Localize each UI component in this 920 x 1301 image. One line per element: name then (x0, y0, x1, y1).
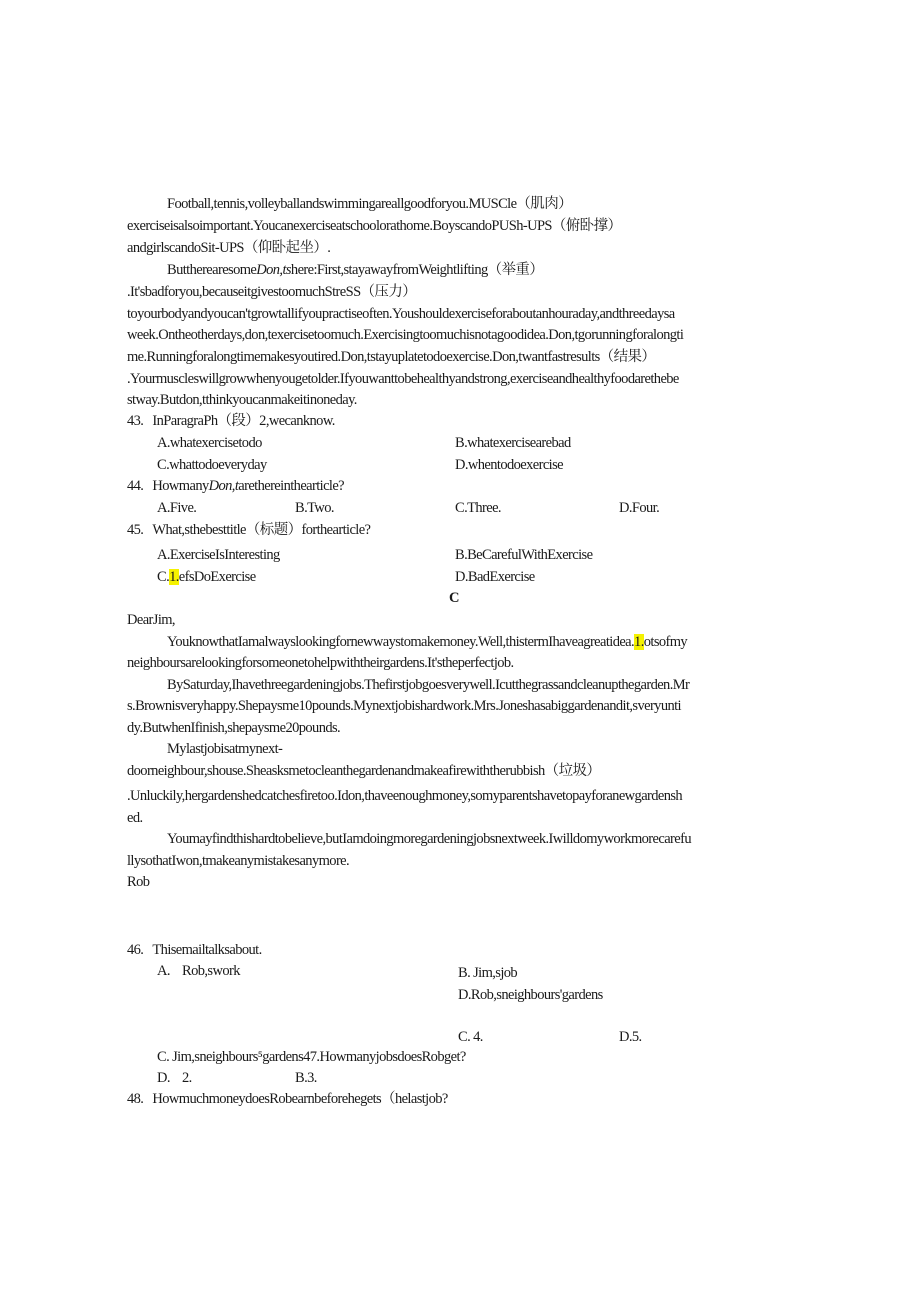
letter-greeting: DearJim, (127, 612, 175, 628)
q47-option-d[interactable]: D.5. (619, 1029, 642, 1045)
q47-d-label: D. (157, 1070, 170, 1086)
passage-line-8: me.Runningforalongtimemakesyoutired.Don,tstayuplatetodoexercise.Don,twantfastresults（结果） (127, 349, 656, 365)
q46-stem: Thisemailtalksabout. (152, 942, 262, 958)
p1-pre: YouknowthatIamalwayslookingfornewwaystomakemoney.Well,thistermIhaveagreatidea. (167, 634, 635, 650)
q44-stem-post: aretherein (238, 478, 291, 494)
q44-option-d[interactable]: D.Four. (619, 500, 660, 516)
letter-p4-line2: llysothatIwon,tmakeanymistakesanymore. (127, 853, 350, 869)
q43-option-c[interactable]: C.whattodoeveryday (157, 457, 267, 473)
letter-p3-line3: .Unluckily,hergardenshedcatchesfiretoo.Idon,thaveenoughmoney,somyparentshavetopayforanewgardensh (127, 788, 683, 804)
passage-line-3: andgirlscandoSit-UPS（仰卧起坐）. (127, 240, 331, 256)
q46-a-text: Rob,swork (182, 963, 240, 979)
q45-option-b[interactable]: B.BeCarefulWithExercise (455, 547, 593, 563)
passage-line-4 (167, 260, 543, 280)
q45-option-c[interactable] (157, 567, 256, 587)
q47-option-d-row[interactable] (157, 1068, 192, 1088)
q44-stem-pre: Howmany (152, 478, 209, 494)
letter-p3-line1: Mylastjobisatmynext- (167, 741, 283, 757)
question-46 (127, 940, 262, 960)
dont-pre: Buttherearesome (167, 262, 257, 278)
letter-p2-line2: s.Brownisveryhappy.Shepaysme10pounds.Mynextjobishardwork.Mrs.Joneshasabiggardenandit,sveryunti (127, 698, 681, 714)
question-44 (127, 476, 344, 496)
question-45 (127, 520, 370, 540)
letter-p2-line1: BySaturday,Ihavethreegardeningjobs.Thefirstjobgoesverywell.Icutthegrassandcleanupthegarden.Mr (167, 677, 690, 693)
letter-p1-line2: neighboursarelookingforsomeonetohelpwiththeirgardens.It'stheperfectjob. (127, 655, 514, 671)
q43-option-b[interactable]: B.whatexercisearebad (455, 435, 571, 451)
passage-line-10: stway.Butdon,tthinkyoucanmakeitinoneday. (127, 392, 357, 408)
q44-stem-end: thearticle? (290, 478, 345, 494)
question-43 (127, 411, 335, 431)
q43-option-a[interactable]: A.whatexercisetodo (157, 435, 262, 451)
q46-option-c-with-q47[interactable]: C. Jim,sneighbours⁵gardens47.HowmanyjobsdoesRobget? (157, 1049, 466, 1065)
dont-post: here:First,stayawayfromWeightlifting（举重） (290, 262, 544, 278)
q44-number: 44. (127, 478, 144, 494)
q47-option-c[interactable]: C. 4. (458, 1029, 483, 1045)
section-c-heading: C (449, 590, 459, 606)
letter-p3-line4: ed. (127, 810, 143, 826)
q47-option-b[interactable]: B.3. (295, 1070, 317, 1086)
q46-option-d[interactable]: D.Rob,sneighbours'gardens (458, 987, 603, 1003)
q46-number: 46. (127, 942, 144, 958)
dont-word: Don,ts (256, 262, 291, 278)
q43-stem: InParagraPh（段）2,wecanknow. (152, 413, 335, 429)
q45-option-d[interactable]: D.BadExercise (455, 569, 535, 585)
passage-line-1: Football,tennis,volleyballandswimmingareallgoodforyou.MUSCle（肌肉） (167, 196, 573, 212)
q48-number: 48. (127, 1091, 144, 1107)
passage-line-9: .Yourmuscleswillgrowwhenyougetolder.Ifyouwanttobehealthyandstrong,exerciseandhealthyfoodarethebe (127, 371, 679, 387)
passage-line-5: .It'sbadforyou,becauseitgivestoomuchStreSS（压力） (127, 284, 417, 300)
q47-d-value: 2. (182, 1070, 192, 1086)
q45-option-a[interactable]: A.ExerciseIsInteresting (157, 547, 280, 563)
q46-option-a[interactable] (157, 961, 240, 981)
question-48 (127, 1089, 448, 1109)
q45-c-post: efsDoExercise (178, 569, 256, 585)
passage-line-2: exerciseisalsoimportant.Youcanexerciseatschoolorathome.BoyscandoPUSh-UPS（俯卧撑） (127, 218, 622, 234)
passage-line-6: toyourbodyandyoucan'tgrowtallifyoupractiseoften.Youshouldexerciseforaboutanhouraday,andthreedaysa (127, 306, 675, 322)
q43-number: 43. (127, 413, 144, 429)
letter-signature: Rob (127, 874, 150, 890)
q44-option-c[interactable]: C.Three. (455, 500, 501, 516)
letter-p3-line2: doorneighbour,shouse.Sheasksmetocleanthegardenandmakeafirewiththerubbish（垃圾） (127, 763, 601, 779)
p1-highlight: 1. (634, 634, 644, 650)
letter-p1-line1 (167, 632, 687, 652)
q46-option-b[interactable]: B. Jim,sjob (458, 965, 518, 981)
q44-option-a[interactable]: A.Five. (157, 500, 197, 516)
letter-p4-line1: Youmayfindthishardtobelieve,butIamdoingmoregardeningjobsnextweek.Iwilldomyworkmorecarefu (167, 831, 691, 847)
q43-option-d[interactable]: D.whentodoexercise (455, 457, 563, 473)
q45-c-pre: C. (157, 569, 170, 585)
q45-number: 45. (127, 522, 144, 538)
passage-line-7: week.Ontheotherdays,don,texercisetoomuch.Exercisingtoomuchisnotagoodidea.Don,tgorunningforalongti (127, 327, 684, 343)
p1-post: otsofmy (643, 634, 688, 650)
q44-option-b[interactable]: B.Two. (295, 500, 334, 516)
q48-stem: HowmuchmoneydoesRobearnbeforehegets（helastjob? (152, 1091, 448, 1107)
q44-stem-em: Don,t (208, 478, 239, 494)
q45-stem: What,sthebesttitle（标题）forthearticle? (152, 522, 371, 538)
q46-a-label: A. (157, 963, 170, 979)
letter-p2-line3: dy.ButwhenIfinish,shepaysme20pounds. (127, 720, 341, 736)
q45-c-highlight: 1. (169, 569, 179, 585)
